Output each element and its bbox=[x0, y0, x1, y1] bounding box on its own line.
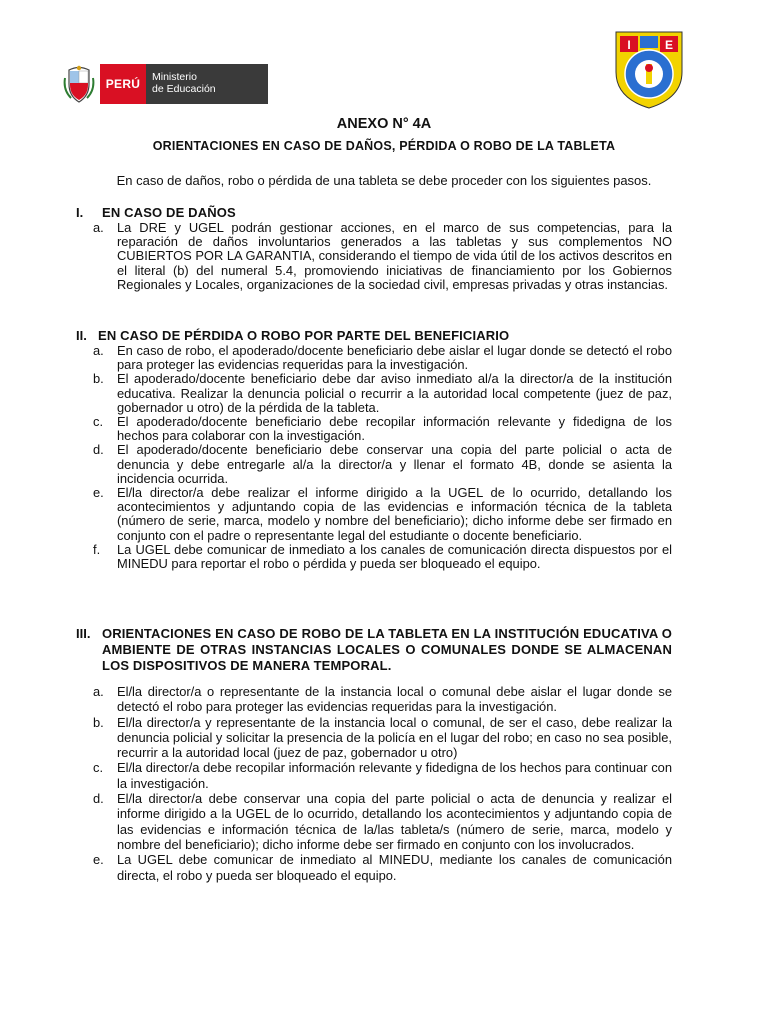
document-intro: En caso de daños, robo o pérdida de una tableta se debe proceder con los siguientes pasos. bbox=[116, 173, 652, 188]
school-badge-letter-i: I bbox=[627, 38, 631, 52]
item-marker: f. bbox=[93, 541, 101, 557]
item-marker: d. bbox=[93, 442, 104, 458]
list-item bbox=[93, 543, 672, 571]
item-marker: e. bbox=[93, 852, 104, 868]
ministry-label bbox=[146, 64, 268, 104]
section-theft-institution bbox=[76, 626, 672, 883]
item-text: El/la director/a debe recopilar información relevante y fidedigna de los hechos para continuar con la investigación. bbox=[117, 760, 672, 791]
item-marker: b. bbox=[93, 371, 104, 387]
section-title: EN CASO DE PÉRDIDA O ROBO POR PARTE DEL BENEFICIARIO bbox=[98, 328, 510, 343]
list-item bbox=[93, 221, 672, 292]
minedu-logo bbox=[62, 64, 268, 104]
item-marker: a. bbox=[93, 220, 104, 235]
item-marker: e. bbox=[93, 485, 104, 501]
school-badge-letter-e: E bbox=[664, 38, 674, 52]
item-marker: a. bbox=[93, 343, 104, 358]
list-item bbox=[93, 852, 672, 883]
list-item bbox=[93, 486, 672, 543]
item-text: La DRE y UGEL podrán gestionar acciones, en el marco de sus competencias, para la reparación de daños involuntarios generados a las tabletas y sus complementos NO CUBIERTOS POR LA GARANTIA, considerando el tiempo de vida útil de los activos descritos en el literal (b) del numeral 5.4, promoviendo iniciativas de financiamiento por los Gobiernos Regionales y Locales, organizaciones de la sociedad civil, empresas privadas y otras instancias. bbox=[117, 220, 672, 292]
section-title: ORIENTACIONES EN CASO DE ROBO DE LA TABLETA EN LA INSTITUCIÓN EDUCATIVA O AMBIENTE DE OTRAS INSTANCIAS LOCALES O COMUNALES DONDE SE ALMACENAN LOS DISPOSITIVOS DE MANERA TEMPORAL. bbox=[102, 626, 672, 673]
list-item bbox=[93, 372, 672, 415]
document-title: ANEXO N° 4A bbox=[336, 116, 432, 132]
section-items bbox=[93, 221, 672, 292]
section-title: EN CASO DE DAÑOS bbox=[102, 205, 236, 220]
peru-coat-of-arms-icon bbox=[62, 64, 96, 104]
list-item bbox=[93, 443, 672, 486]
section-number: III. bbox=[76, 626, 91, 641]
item-marker: c. bbox=[93, 760, 104, 776]
item-text: El/la director/a debe conservar una copia del parte policial o acta de denuncia y realizar el informe dirigido a la UGEL de lo ocurrido, detallando los acontecimientos y adjuntando copia de las evidencias e información técnica de la/las tableta/s (número de serie, marca, modelo y nombre del beneficiario); dicho informe debe ser firmado en conjunto con los involucrados. bbox=[117, 791, 672, 852]
item-marker: a. bbox=[93, 684, 104, 699]
item-text: El/la director/a y representante de la instancia local o comunal, de ser el caso, debe realizar la denuncia policial y solicitar la presencia de la policía en el lugar del robo; en caso no sea posible, recurrir a la autoridad local (juez de paz, gobernador u otro) bbox=[117, 714, 672, 761]
list-item bbox=[93, 684, 672, 715]
item-text: El/la director/a debe realizar el informe dirigido a la UGEL de lo ocurrido, detallando los acontecimientos y adjuntando copia de las evidencias e información técnica de la tableta (número de serie, marca, modelo y nombre del beneficiario); dicho informe debe ser firmado en conjunto con el padre o representante legal del estudiante o docente beneficiario. bbox=[117, 485, 672, 543]
section-number: II. bbox=[76, 328, 87, 343]
page-header bbox=[0, 0, 768, 110]
item-text: La UGEL debe comunicar de inmediato al MINEDU, mediante los canales de comunicación directa, el robo y pueda ser bloqueado el equipo. bbox=[117, 852, 672, 883]
item-text: El apoderado/docente beneficiario debe conservar una copia del parte policial o acta de denuncia y debe entregarle al/a la director/a y llenar el formato 4B, donde se asienta la incidencia ocurrida. bbox=[117, 442, 672, 486]
item-marker: c. bbox=[93, 414, 104, 430]
section-damages bbox=[76, 205, 672, 292]
list-item bbox=[93, 791, 672, 852]
section-heading bbox=[76, 626, 672, 674]
item-marker: d. bbox=[93, 791, 104, 807]
list-item bbox=[93, 715, 672, 761]
list-item bbox=[93, 415, 672, 443]
ministry-line-2: de Educación bbox=[152, 83, 216, 95]
item-text: En caso de robo, el apoderado/docente beneficiario debe aislar el lugar donde se detectó el robo para proteger las evidencias requeridas para la investigación. bbox=[117, 343, 672, 373]
section-items bbox=[93, 684, 672, 883]
section-number: I. bbox=[76, 205, 84, 220]
school-crest-icon bbox=[612, 28, 686, 110]
section-heading bbox=[76, 328, 672, 344]
section-items bbox=[93, 344, 672, 571]
item-text: La UGEL debe comunicar de inmediato a los canales de comunicación directa dispuestos por el MINEDU para reportar el robo o pérdida y pueda ser bloqueado el equipo. bbox=[117, 541, 672, 572]
item-marker: b. bbox=[93, 714, 104, 730]
list-item bbox=[93, 760, 672, 791]
section-heading bbox=[76, 205, 672, 221]
item-text: El apoderado/docente beneficiario debe dar aviso inmediato al/a la director/a de la institución educativa. Realizar la denuncia policial o recurrir a la autoridad local competente (juez de paz, gobernador u otro) de la pérdida de la tableta. bbox=[117, 371, 672, 415]
ministry-line-1: Ministerio bbox=[152, 71, 197, 83]
list-item bbox=[93, 344, 672, 372]
peru-label: PERÚ bbox=[100, 64, 146, 104]
document-subtitle: ORIENTACIONES EN CASO DE DAÑOS, PÉRDIDA O ROBO DE LA TABLETA bbox=[152, 139, 616, 153]
item-text: El/la director/a o representante de la instancia local o comunal debe aislar el lugar donde se detectó el robo para proteger las evidencias requeridas para la investigación. bbox=[117, 684, 672, 715]
section-loss-theft-beneficiary bbox=[76, 328, 672, 571]
item-text: El apoderado/docente beneficiario debe recopilar información relevante y fidedigna de los hechos para colaborar con la investigación. bbox=[117, 414, 672, 444]
